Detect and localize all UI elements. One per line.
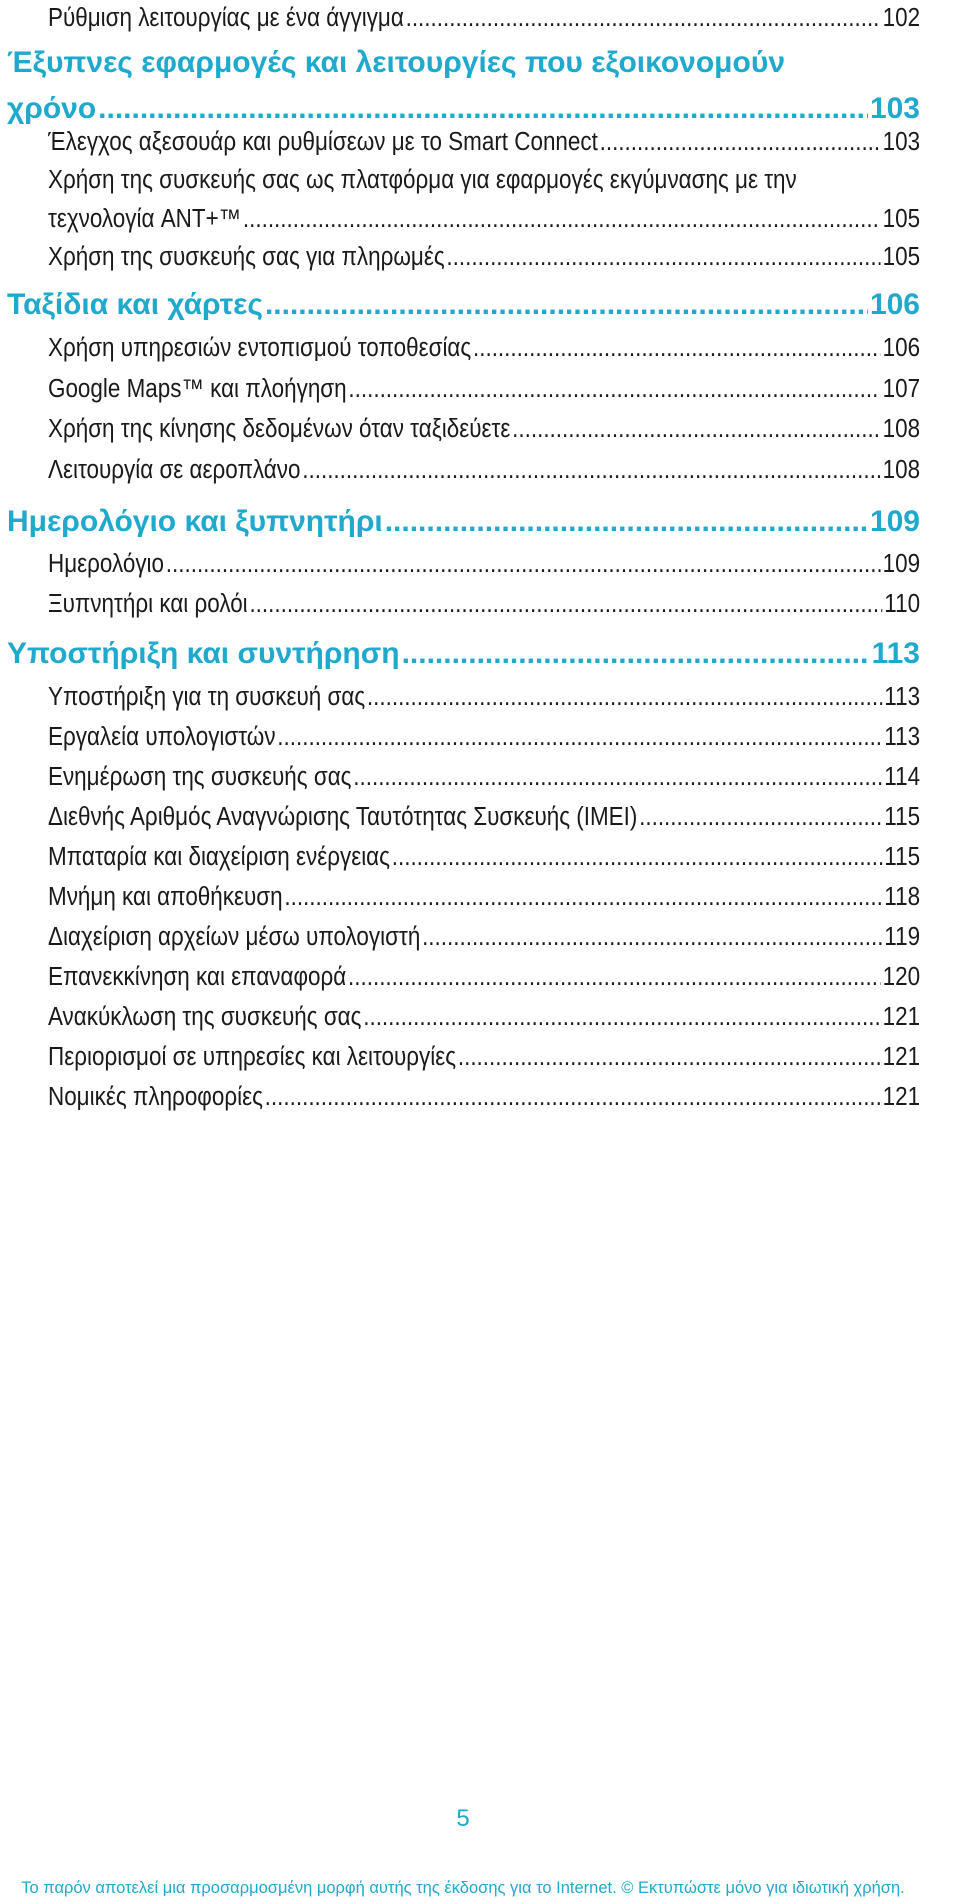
- toc-entry-page: 109: [869, 505, 920, 538]
- toc-entry-title: Google Maps™ και πλοήγηση: [48, 375, 347, 403]
- toc-entry-title: Έλεγχος αξεσουάρ και ρυθμίσεων με το Smart Connect: [48, 128, 598, 156]
- toc-entry[interactable]: [48, 1003, 920, 1032]
- toc-entry[interactable]: [48, 843, 920, 872]
- toc-entry-title: Μπαταρία και διαχείριση ενέργειας: [48, 843, 390, 871]
- dot-leader: [392, 843, 883, 872]
- toc-entry-title: Επανεκκίνηση και επαναφορά: [48, 963, 347, 991]
- toc-entry[interactable]: [48, 334, 920, 363]
- toc-entry-title: Χρήση της κίνησης δεδομένων όταν ταξιδεύετε: [48, 415, 511, 443]
- toc-section-entry[interactable]: [7, 92, 920, 126]
- toc-entry-page: 102: [882, 4, 921, 32]
- toc-entry-title: Χρήση της συσκευής σας για πληρωμές: [48, 243, 445, 271]
- toc-entry[interactable]: [48, 683, 920, 712]
- toc-entry-title: Υποστήριξη για τη συσκευή σας: [48, 683, 366, 711]
- toc-entry-page: 121: [882, 1083, 921, 1111]
- toc-entry[interactable]: [48, 963, 920, 992]
- toc-entry[interactable]: [48, 923, 920, 952]
- dot-leader: [422, 923, 882, 952]
- toc-entry-page: 115: [884, 803, 921, 831]
- toc-entry-title-line: Χρήση της συσκευής σας ως πλατφόρμα για εφαρμογές εκγύμνασης με την: [48, 166, 797, 194]
- toc-section-entry[interactable]: [7, 505, 920, 539]
- toc-entry[interactable]: [48, 723, 920, 752]
- footer-note: Το παρόν αποτελεί μια προσαρμοσμένη μορφή αυτής της έκδοσης για το Internet. © Εκτυπώστε μόνο για ιδιωτική χρήση.: [21, 1879, 905, 1897]
- toc-entry-page: 113: [884, 723, 921, 751]
- toc-entry-title: Μνήμη και αποθήκευση: [48, 883, 283, 911]
- dot-leader: [473, 334, 881, 363]
- toc-entry-page: 121: [882, 1043, 921, 1071]
- dot-leader: [406, 4, 881, 33]
- dot-leader: [446, 243, 880, 272]
- toc-entry-page: 103: [882, 128, 921, 156]
- dot-leader: [348, 375, 880, 404]
- toc-entry[interactable]: [48, 590, 920, 619]
- toc-entry[interactable]: [48, 1043, 920, 1072]
- toc-entry[interactable]: [48, 1083, 920, 1112]
- dot-leader: [348, 963, 881, 992]
- toc-entry-page: 108: [882, 456, 921, 484]
- toc-section-entry[interactable]: [7, 637, 920, 671]
- toc-entry-page: 113: [884, 683, 921, 711]
- toc-entry-page: 114: [884, 763, 921, 791]
- dot-leader: [243, 205, 881, 234]
- dot-leader: [302, 456, 881, 485]
- toc-entry-title: Ενημέρωση της συσκευής σας: [48, 763, 352, 791]
- toc-entry-page: 120: [882, 963, 921, 991]
- dot-leader: [249, 590, 882, 619]
- toc-entry-page: 115: [884, 843, 921, 871]
- toc-entry[interactable]: [48, 375, 920, 404]
- toc-entry[interactable]: [48, 415, 920, 444]
- toc-entry-page: 119: [884, 923, 921, 951]
- toc-entry-page: 118: [884, 883, 921, 911]
- toc-entry-page: 121: [882, 1003, 921, 1031]
- toc-entry[interactable]: [48, 205, 920, 234]
- toc-entry[interactable]: [48, 4, 920, 33]
- toc-entry-title: Ανακύκλωση της συσκευής σας: [48, 1003, 362, 1031]
- toc-entry-page: 105: [882, 205, 921, 233]
- toc-entry[interactable]: [48, 550, 920, 579]
- toc-entry-title: τεχνολογία ANT+™: [48, 205, 242, 233]
- toc-entry[interactable]: [48, 763, 920, 792]
- dot-leader: [265, 1083, 881, 1112]
- toc-entry-page: 107: [882, 375, 921, 403]
- dot-leader: [284, 883, 882, 912]
- toc-entry-title: Ταξίδια και χάρτες: [7, 288, 263, 321]
- toc-entry-title: Εργαλεία υπολογιστών: [48, 723, 276, 751]
- toc-entry-page: 110: [884, 590, 921, 618]
- dot-leader: [277, 723, 882, 752]
- dot-leader: [353, 763, 882, 792]
- toc-entry-title: Διεθνής Αριθμός Αναγνώρισης Ταυτότητας Συσκευής (IMEI): [48, 803, 638, 831]
- toc-entry[interactable]: [48, 803, 920, 832]
- dot-leader: [367, 683, 883, 712]
- toc-entry-title: Ημερολόγιο και ξυπνητήρι: [7, 505, 383, 538]
- toc-entry-page: 105: [882, 243, 921, 271]
- dot-leader: [363, 1003, 881, 1032]
- toc-entry-title: Ρύθμιση λειτουργίας με ένα άγγιγμα: [48, 4, 404, 32]
- dot-leader: [458, 1043, 881, 1072]
- dot-leader: [98, 92, 868, 126]
- toc-entry-title: Ξυπνητήρι και ρολόι: [48, 590, 248, 618]
- toc-entry-title: Χρήση υπηρεσιών εντοπισμού τοποθεσίας: [48, 334, 472, 362]
- dot-leader: [265, 288, 868, 322]
- toc-section-entry[interactable]: [7, 288, 920, 322]
- toc-entry[interactable]: [48, 128, 920, 157]
- toc-entry-page: 109: [882, 550, 921, 578]
- dot-leader: [639, 803, 882, 832]
- dot-leader: [600, 128, 881, 157]
- page-number: 5: [456, 1805, 470, 1832]
- toc-entry-title: Περιορισμοί σε υπηρεσίες και λειτουργίες: [48, 1043, 457, 1071]
- toc-entry-title: Νομικές πληροφορίες: [48, 1083, 263, 1111]
- dot-leader: [512, 415, 881, 444]
- toc-entry-page: 103: [869, 92, 920, 125]
- toc-entry-page: 106: [869, 288, 920, 321]
- toc-entry-page: 106: [882, 334, 921, 362]
- toc-entry-title: χρόνο: [7, 92, 97, 125]
- dot-leader: [402, 637, 870, 671]
- toc-entry[interactable]: [48, 456, 920, 485]
- toc-entry[interactable]: [48, 883, 920, 912]
- dot-leader: [385, 505, 868, 539]
- toc-entry-page: 108: [882, 415, 921, 443]
- dot-leader: [166, 550, 881, 579]
- toc-entry-title: Ημερολόγιο: [48, 550, 165, 578]
- toc-entry-title: Λειτουργία σε αεροπλάνο: [48, 456, 301, 484]
- toc-entry[interactable]: [48, 243, 920, 272]
- toc-entry-title: Υποστήριξη και συντήρηση: [7, 637, 400, 670]
- toc-entry-title: Διαχείριση αρχείων μέσω υπολογιστή: [48, 923, 421, 951]
- toc-section-title-line: Έξυπνες εφαρμογές και λειτουργίες που εξοικονομούν: [7, 46, 786, 79]
- toc-entry-page: 113: [871, 637, 920, 670]
